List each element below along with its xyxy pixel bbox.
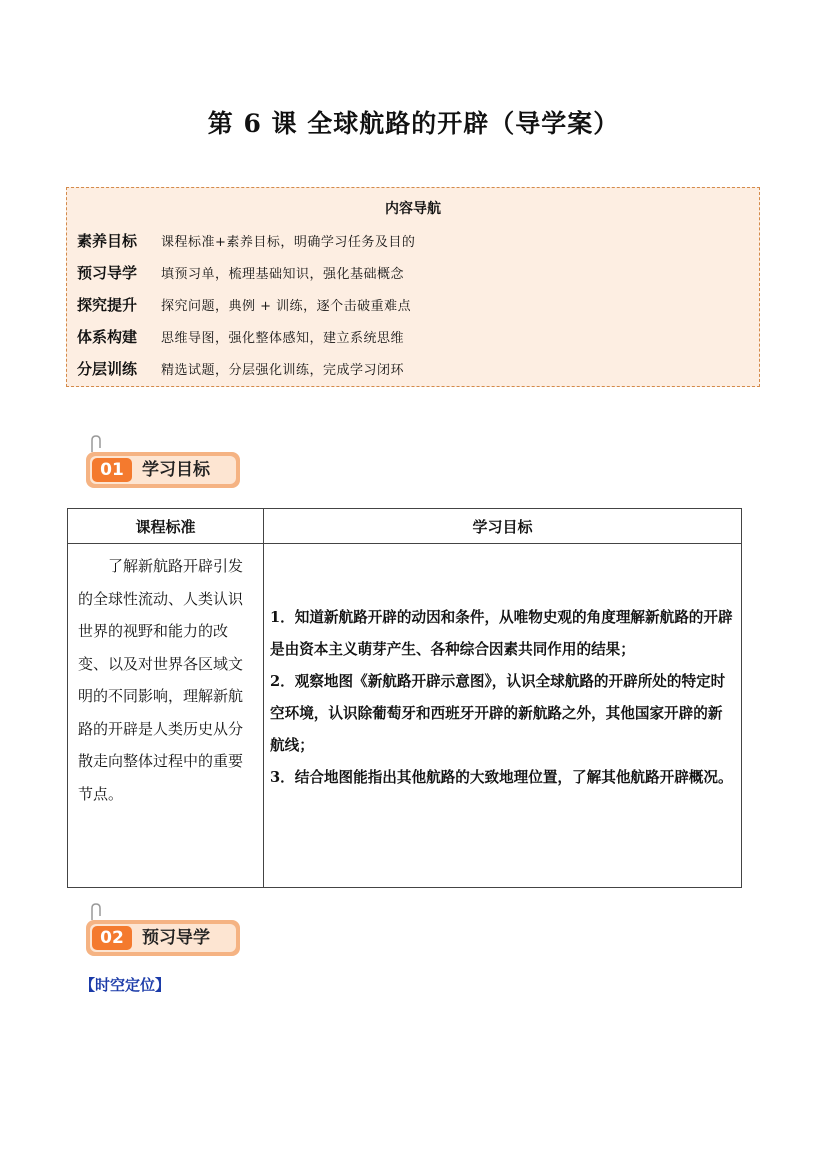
- nav-row-key: 素养目标: [77, 231, 138, 250]
- table-row: [68, 544, 742, 888]
- page-title: 第 6 课 全球航路的开辟（导学案）: [207, 109, 620, 138]
- paperclip-icon: [86, 902, 106, 922]
- nav-row-value: 填预习单，梳理基础知识，强化基础概念: [161, 266, 405, 282]
- goal-item: 2．观察地图《新航路开辟示意图》，认识全球航路的开辟所处的特定时空环境，认识除葡萄牙和西班牙开辟的新航路之外，其他国家开辟的新航线；: [270, 673, 726, 754]
- table-header-goals: 学习目标: [264, 509, 742, 544]
- banner-number: 01: [92, 458, 132, 482]
- goals-table: [67, 508, 742, 888]
- table-header-row: [68, 509, 742, 544]
- nav-row: [77, 260, 404, 284]
- nav-row-value: 课程标准+素养目标，明确学习任务及目的: [161, 234, 416, 250]
- nav-row-key: 体系构建: [77, 327, 138, 346]
- banner-number: 02: [92, 926, 132, 950]
- nav-row: [77, 292, 411, 316]
- timespace-label: 【时空定位】: [80, 976, 171, 994]
- standard-text: 了解新航路开辟引发的全球性流动、人类认识世界的视野和能力的改变、以及对世界各区域文明的不同影响，理解新航路的开辟是人类历史从分散走向整体过程中的重要节点。: [78, 557, 244, 803]
- nav-row: [77, 228, 415, 252]
- nav-row-value: 精选试题，分层强化训练，完成学习闭环: [161, 362, 405, 378]
- nav-row-value: 思维导图，强化整体感知，建立系统思维: [161, 330, 405, 346]
- paperclip-icon: [86, 434, 106, 454]
- nav-row-key: 探究提升: [77, 295, 138, 314]
- standard-cell: [68, 544, 264, 888]
- nav-row-key: 预习导学: [77, 263, 138, 282]
- nav-row-key: 分层训练: [77, 359, 138, 378]
- goal-item: 3．结合地图能指出其他航路的大致地理位置，了解其他航路开辟概况。: [270, 769, 733, 786]
- goals-list: [270, 602, 735, 794]
- section-banner-preview: [86, 912, 240, 958]
- nav-row-value: 探究问题，典例 + 训练，逐个击破重难点: [161, 298, 412, 314]
- banner-label: 预习导学: [142, 928, 210, 948]
- nav-row: [77, 356, 404, 380]
- nav-header: 内容导航: [385, 201, 441, 217]
- table-header-standard: 课程标准: [68, 509, 264, 544]
- content-navigation-box: [66, 187, 760, 387]
- banner-label: 学习目标: [142, 460, 210, 480]
- section-banner-learning-goals: [86, 444, 240, 490]
- goals-cell: [264, 544, 742, 888]
- nav-row: [77, 324, 404, 348]
- goal-item: 1．知道新航路开辟的动因和条件，从唯物史观的角度理解新航路的开辟是由资本主义萌芽产生、各种综合因素共同作用的结果；: [270, 609, 733, 658]
